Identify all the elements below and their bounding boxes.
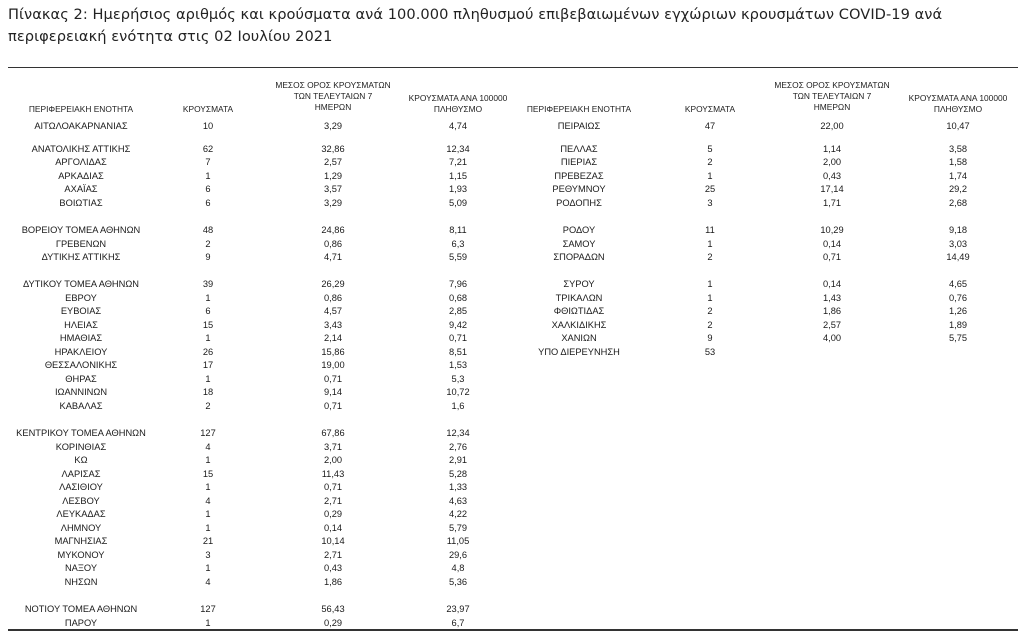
- left-header-avg-line2: ΤΩΝ ΤΕΛΕΥΤΑΙΩΝ 7: [293, 91, 373, 101]
- left-cases-cell: 3: [205, 550, 211, 560]
- left-header-avg-line1: ΜΕΣΟΣ ΟΡΟΣ ΚΡΟΥΣΜΑΤΩΝ: [275, 80, 391, 90]
- left-region-cell: ΛΑΡΙΣΑΣ: [61, 469, 101, 479]
- left-avg-cell: 19,00: [321, 360, 345, 370]
- table-title: Πίνακας 2: Ημερήσιος αριθμός και κρούσματα ανά 100.000 πληθυσμού επιβεβαιωμένων εγχώριων κρουσμάτων COVID-19 ανά περιφερειακή ενότητα στις 02 Ιουλίου 2021: [8, 6, 943, 45]
- left-avg-cell: 2,00: [323, 455, 343, 465]
- right-cases-cell: 11: [705, 225, 715, 235]
- left-avg-cell: 3,71: [323, 442, 343, 452]
- left-avg-cell: 3,29: [323, 121, 343, 131]
- left-avg-cell: 0,14: [323, 523, 343, 533]
- left-avg-cell: 0,43: [323, 563, 343, 573]
- left-cases-cell: 9: [205, 252, 211, 262]
- right-per100k-cell: 1,74: [948, 171, 968, 181]
- right-cases-cell: 1: [707, 171, 713, 181]
- right-per100k-cell: 29,2: [948, 184, 968, 194]
- left-per100k-cell: 6,7: [451, 618, 465, 628]
- right-header-cases: ΚΡΟΥΣΜΑΤΑ: [684, 104, 736, 114]
- left-per100k-cell: 1,53: [448, 360, 468, 370]
- left-per100k-cell: 9,42: [448, 320, 468, 330]
- left-cases-cell: 2: [205, 401, 211, 411]
- left-region-cell: ΑΡΚΑΔΙΑΣ: [58, 171, 104, 181]
- left-per100k-cell: 5,09: [448, 198, 468, 208]
- left-per100k-cell: 1,93: [448, 184, 468, 194]
- left-header-per100k: [388, 93, 528, 115]
- right-header-per100k-line1: ΚΡΟΥΣΜΑΤΑ ΑΝΑ 100000: [908, 93, 1008, 103]
- left-header-avg: [263, 80, 403, 113]
- left-avg-cell: 15,86: [321, 347, 345, 357]
- right-cases-cell: 9: [707, 333, 713, 343]
- left-avg-cell: 0,86: [323, 239, 343, 249]
- left-avg-cell: 0,71: [323, 401, 343, 411]
- left-cases-cell: 15: [202, 320, 214, 330]
- left-avg-cell: 32,86: [321, 144, 345, 154]
- right-header-per100k-line2: ΠΛΗΘΥΣΜΟ: [933, 104, 983, 114]
- left-region-cell: ΘΗΡΑΣ: [65, 374, 97, 384]
- left-avg-cell: 1,29: [323, 171, 343, 181]
- right-region-cell: ΠΕΛΛΑΣ: [560, 144, 598, 154]
- left-region-cell: ΛΗΜΝΟΥ: [60, 523, 102, 533]
- right-avg-cell: 17,14: [820, 184, 844, 194]
- left-region-cell: ΗΛΕΙΑΣ: [64, 320, 98, 330]
- left-per100k-cell: 8,51: [448, 347, 468, 357]
- right-cases-cell: 1: [707, 239, 713, 249]
- right-per100k-cell: 9,18: [948, 225, 968, 235]
- left-per100k-cell: 12,34: [446, 144, 470, 154]
- left-cases-cell: 1: [205, 482, 211, 492]
- left-avg-cell: 2,57: [323, 157, 343, 167]
- right-avg-cell: 10,29: [820, 225, 844, 235]
- left-region-cell: ΝΟΤΙΟΥ ΤΟΜΕΑ ΑΘΗΝΩΝ: [24, 604, 138, 614]
- left-cases-cell: 6: [205, 184, 211, 194]
- left-region-cell: ΙΩΑΝΝΙΝΩΝ: [54, 387, 108, 397]
- left-per100k-cell: 12,34: [446, 428, 470, 438]
- left-per100k-cell: 5,36: [448, 577, 468, 587]
- left-cases-cell: 15: [202, 469, 214, 479]
- right-per100k-cell: 0,76: [948, 293, 968, 303]
- left-cases-cell: 6: [205, 306, 211, 316]
- left-per100k-cell: 4,22: [448, 509, 468, 519]
- left-cases-cell: 127: [200, 428, 216, 438]
- left-cases-cell: 26: [202, 347, 214, 357]
- left-region-cell: ΝΗΣΩΝ: [64, 577, 98, 587]
- left-region-cell: ΚΩ: [74, 455, 88, 465]
- left-per100k-cell: 0,71: [448, 333, 468, 343]
- left-per100k-cell: 4,63: [448, 496, 468, 506]
- right-avg-cell: 22,00: [820, 121, 844, 131]
- left-cases-cell: 62: [202, 144, 214, 154]
- right-avg-cell: 0,14: [822, 279, 842, 289]
- left-region-cell: ΒΟΡΕΙΟΥ ΤΟΜΕΑ ΑΘΗΝΩΝ: [21, 225, 141, 235]
- left-region-cell: ΗΜΑΘΙΑΣ: [59, 333, 103, 343]
- right-cases-cell: 2: [707, 157, 713, 167]
- left-cases-cell: 18: [202, 387, 214, 397]
- right-avg-cell: 1,14: [822, 144, 842, 154]
- left-region-cell: ΑΧΑΪΑΣ: [64, 184, 98, 194]
- left-cases-cell: 7: [205, 157, 211, 167]
- left-avg-cell: 67,86: [321, 428, 345, 438]
- left-region-cell: ΑΡΓΟΛΙΔΑΣ: [55, 157, 107, 167]
- right-per100k-cell: 1,26: [948, 306, 968, 316]
- left-cases-cell: 4: [205, 442, 211, 452]
- right-per100k-cell: 2,68: [948, 198, 968, 208]
- left-avg-cell: 2,71: [323, 550, 343, 560]
- left-region-cell: ΓΡΕΒΕΝΩΝ: [55, 239, 107, 249]
- left-per100k-cell: 2,91: [448, 455, 468, 465]
- right-per100k-cell: 1,89: [948, 320, 968, 330]
- right-per100k-cell: 14,49: [946, 252, 970, 262]
- left-cases-cell: 1: [205, 171, 211, 181]
- left-avg-cell: 11,43: [321, 469, 345, 479]
- right-per100k-cell: 3,58: [948, 144, 968, 154]
- right-per100k-cell: 5,75: [948, 333, 968, 343]
- left-cases-cell: 1: [205, 455, 211, 465]
- left-cases-cell: 1: [205, 523, 211, 533]
- left-per100k-cell: 2,85: [448, 306, 468, 316]
- right-region-cell: ΠΙΕΡΙΑΣ: [560, 157, 598, 167]
- left-region-cell: ΘΕΣΣΑΛΟΝΙΚΗΣ: [44, 360, 118, 370]
- right-region-cell: ΠΡΕΒΕΖΑΣ: [554, 171, 604, 181]
- left-avg-cell: 2,14: [323, 333, 343, 343]
- left-per100k-cell: 23,97: [446, 604, 470, 614]
- left-cases-cell: 1: [205, 293, 211, 303]
- left-avg-cell: 0,71: [323, 374, 343, 384]
- right-region-cell: ΤΡΙΚΑΛΩΝ: [555, 293, 603, 303]
- right-cases-cell: 25: [704, 184, 716, 194]
- left-per100k-cell: 10,72: [446, 387, 470, 397]
- left-region-cell: ΒΟΙΩΤΙΑΣ: [59, 198, 103, 208]
- left-cases-cell: 2: [205, 239, 211, 249]
- left-cases-cell: 1: [205, 618, 211, 628]
- left-per100k-cell: 1,6: [451, 401, 465, 411]
- left-cases-cell: 127: [200, 604, 216, 614]
- right-header-avg: [762, 80, 902, 113]
- left-per100k-cell: 29,6: [448, 550, 468, 560]
- left-per100k-cell: 5,59: [448, 252, 468, 262]
- left-per100k-cell: 1,15: [448, 171, 468, 181]
- right-cases-cell: 2: [707, 306, 713, 316]
- right-per100k-cell: 3,03: [948, 239, 968, 249]
- left-region-cell: ΗΡΑΚΛΕΙΟΥ: [54, 347, 108, 357]
- left-header-region: ΠΕΡΙΦΕΡΕΙΑΚΗ ΕΝΟΤΗΤΑ: [28, 104, 134, 114]
- right-per100k-cell: 4,65: [948, 279, 968, 289]
- right-cases-cell: 3: [707, 198, 713, 208]
- right-header-per100k: [888, 93, 1024, 115]
- left-per100k-cell: 4,74: [448, 121, 468, 131]
- left-region-cell: ΔΥΤΙΚΗΣ ΑΤΤΙΚΗΣ: [41, 252, 121, 262]
- right-cases-cell: 53: [704, 347, 716, 357]
- left-header-per100k-line2: ΠΛΗΘΥΣΜΟ: [433, 104, 483, 114]
- left-avg-cell: 0,29: [323, 618, 343, 628]
- left-region-cell: ΚΕΝΤΡΙΚΟΥ ΤΟΜΕΑ ΑΘΗΝΩΝ: [16, 428, 146, 438]
- left-region-cell: ΑΝΑΤΟΛΙΚΗΣ ΑΤΤΙΚΗΣ: [31, 144, 131, 154]
- left-cases-cell: 1: [205, 563, 211, 573]
- left-per100k-cell: 5,28: [448, 469, 468, 479]
- right-header-region: ΠΕΡΙΦΕΡΕΙΑΚΗ ΕΝΟΤΗΤΑ: [526, 104, 632, 114]
- left-region-cell: ΛΑΣΙΘΙΟΥ: [59, 482, 103, 492]
- right-region-cell: ΡΕΘΥΜΝΟΥ: [552, 184, 606, 194]
- right-cases-cell: 2: [707, 252, 713, 262]
- left-avg-cell: 3,43: [323, 320, 343, 330]
- left-per100k-cell: 6,3: [451, 239, 465, 249]
- right-avg-cell: 1,43: [822, 293, 842, 303]
- right-cases-cell: 5: [707, 144, 713, 154]
- left-avg-cell: 24,86: [321, 225, 345, 235]
- right-region-cell: ΣΥΡΟΥ: [563, 279, 595, 289]
- left-cases-cell: 17: [202, 360, 214, 370]
- top-rule: [8, 67, 1018, 68]
- right-per100k-cell: 10,47: [946, 121, 970, 131]
- left-region-cell: ΜΑΓΝΗΣΙΑΣ: [54, 536, 108, 546]
- left-avg-cell: 2,71: [323, 496, 343, 506]
- left-region-cell: ΕΥΒΟΙΑΣ: [60, 306, 102, 316]
- right-cases-cell: 1: [707, 279, 713, 289]
- right-avg-cell: 2,57: [822, 320, 842, 330]
- right-region-cell: ΣΠΟΡΑΔΩΝ: [553, 252, 605, 262]
- left-region-cell: ΚΟΡΙΝΘΙΑΣ: [55, 442, 107, 452]
- right-region-cell: ΡΟΔΟΥ: [562, 225, 596, 235]
- right-region-cell: ΡΟΔΟΠΗΣ: [556, 198, 602, 208]
- left-region-cell: ΕΒΡΟΥ: [65, 293, 97, 303]
- left-avg-cell: 0,86: [323, 293, 343, 303]
- right-region-cell: ΣΑΜΟΥ: [562, 239, 596, 249]
- bottom-rule: [8, 629, 1018, 631]
- left-cases-cell: 48: [202, 225, 214, 235]
- left-per100k-cell: 0,68: [448, 293, 468, 303]
- right-avg-cell: 2,00: [822, 157, 842, 167]
- left-cases-cell: 1: [205, 374, 211, 384]
- left-cases-cell: 4: [205, 577, 211, 587]
- left-per100k-cell: 11,05: [446, 536, 470, 546]
- left-avg-cell: 26,29: [321, 279, 345, 289]
- right-avg-cell: 0,71: [822, 252, 842, 262]
- left-cases-cell: 1: [205, 333, 211, 343]
- right-cases-cell: 47: [704, 121, 716, 131]
- left-per100k-cell: 2,76: [448, 442, 468, 452]
- right-region-cell: ΧΑΝΙΩΝ: [561, 333, 597, 343]
- left-header-avg-line3: ΗΜΕΡΩΝ: [314, 102, 352, 112]
- left-region-cell: ΜΥΚΟΝΟΥ: [57, 550, 105, 560]
- right-avg-cell: 0,43: [822, 171, 842, 181]
- left-cases-cell: 21: [202, 536, 214, 546]
- left-per100k-cell: 7,21: [448, 157, 468, 167]
- left-cases-cell: 6: [205, 198, 211, 208]
- left-per100k-cell: 7,96: [448, 279, 468, 289]
- right-avg-cell: 4,00: [822, 333, 842, 343]
- right-avg-cell: 0,14: [822, 239, 842, 249]
- right-region-cell: ΠΕΙΡΑΙΩΣ: [557, 121, 601, 131]
- right-cases-cell: 2: [707, 320, 713, 330]
- left-region-cell: ΝΑΞΟΥ: [64, 563, 98, 573]
- left-per100k-cell: 8,11: [449, 225, 467, 235]
- left-header-per100k-line1: ΚΡΟΥΣΜΑΤΑ ΑΝΑ 100000: [408, 93, 508, 103]
- left-region-cell: ΛΕΥΚΑΔΑΣ: [56, 509, 106, 519]
- left-avg-cell: 3,57: [323, 184, 343, 194]
- left-cases-cell: 10: [202, 121, 214, 131]
- left-avg-cell: 4,57: [323, 306, 343, 316]
- left-per100k-cell: 5,79: [448, 523, 468, 533]
- left-region-cell: ΚΑΒΑΛΑΣ: [59, 401, 103, 411]
- left-avg-cell: 3,29: [323, 198, 343, 208]
- right-cases-cell: 1: [707, 293, 713, 303]
- left-region-cell: ΔΥΤΙΚΟΥ ΤΟΜΕΑ ΑΘΗΝΩΝ: [22, 279, 140, 289]
- left-per100k-cell: 1,33: [448, 482, 468, 492]
- left-region-cell: ΛΕΣΒΟΥ: [62, 496, 100, 506]
- left-cases-cell: 4: [205, 496, 211, 506]
- left-header-cases: ΚΡΟΥΣΜΑΤΑ: [182, 104, 234, 114]
- right-avg-cell: 1,86: [822, 306, 842, 316]
- left-avg-cell: 0,71: [323, 482, 343, 492]
- right-avg-cell: 1,71: [822, 198, 842, 208]
- left-avg-cell: 56,43: [321, 604, 345, 614]
- right-region-cell: ΥΠΟ ΔΙΕΡΕΥΝΗΣΗ: [538, 347, 620, 357]
- left-avg-cell: 1,86: [323, 577, 343, 587]
- left-region-cell: ΠΑΡΟΥ: [64, 618, 98, 628]
- right-header-avg-line1: ΜΕΣΟΣ ΟΡΟΣ ΚΡΟΥΣΜΑΤΩΝ: [774, 80, 890, 90]
- left-region-cell: ΑΙΤΩΛΟΑΚΑΡΝΑΝΙΑΣ: [34, 121, 128, 131]
- left-avg-cell: 10,14: [321, 536, 345, 546]
- left-avg-cell: 0,29: [323, 509, 343, 519]
- right-per100k-cell: 1,58: [948, 157, 968, 167]
- left-avg-cell: 9,14: [323, 387, 343, 397]
- right-region-cell: ΦΘΙΩΤΙΔΑΣ: [553, 306, 605, 316]
- left-per100k-cell: 4,8: [451, 563, 465, 573]
- left-cases-cell: 39: [202, 279, 214, 289]
- right-header-avg-line2: ΤΩΝ ΤΕΛΕΥΤΑΙΩΝ 7: [792, 91, 872, 101]
- right-header-avg-line3: ΗΜΕΡΩΝ: [813, 102, 851, 112]
- right-region-cell: ΧΑΛΚΙΔΙΚΗΣ: [551, 320, 607, 330]
- left-cases-cell: 1: [205, 509, 211, 519]
- left-avg-cell: 4,71: [323, 252, 343, 262]
- left-per100k-cell: 5,3: [451, 374, 465, 384]
